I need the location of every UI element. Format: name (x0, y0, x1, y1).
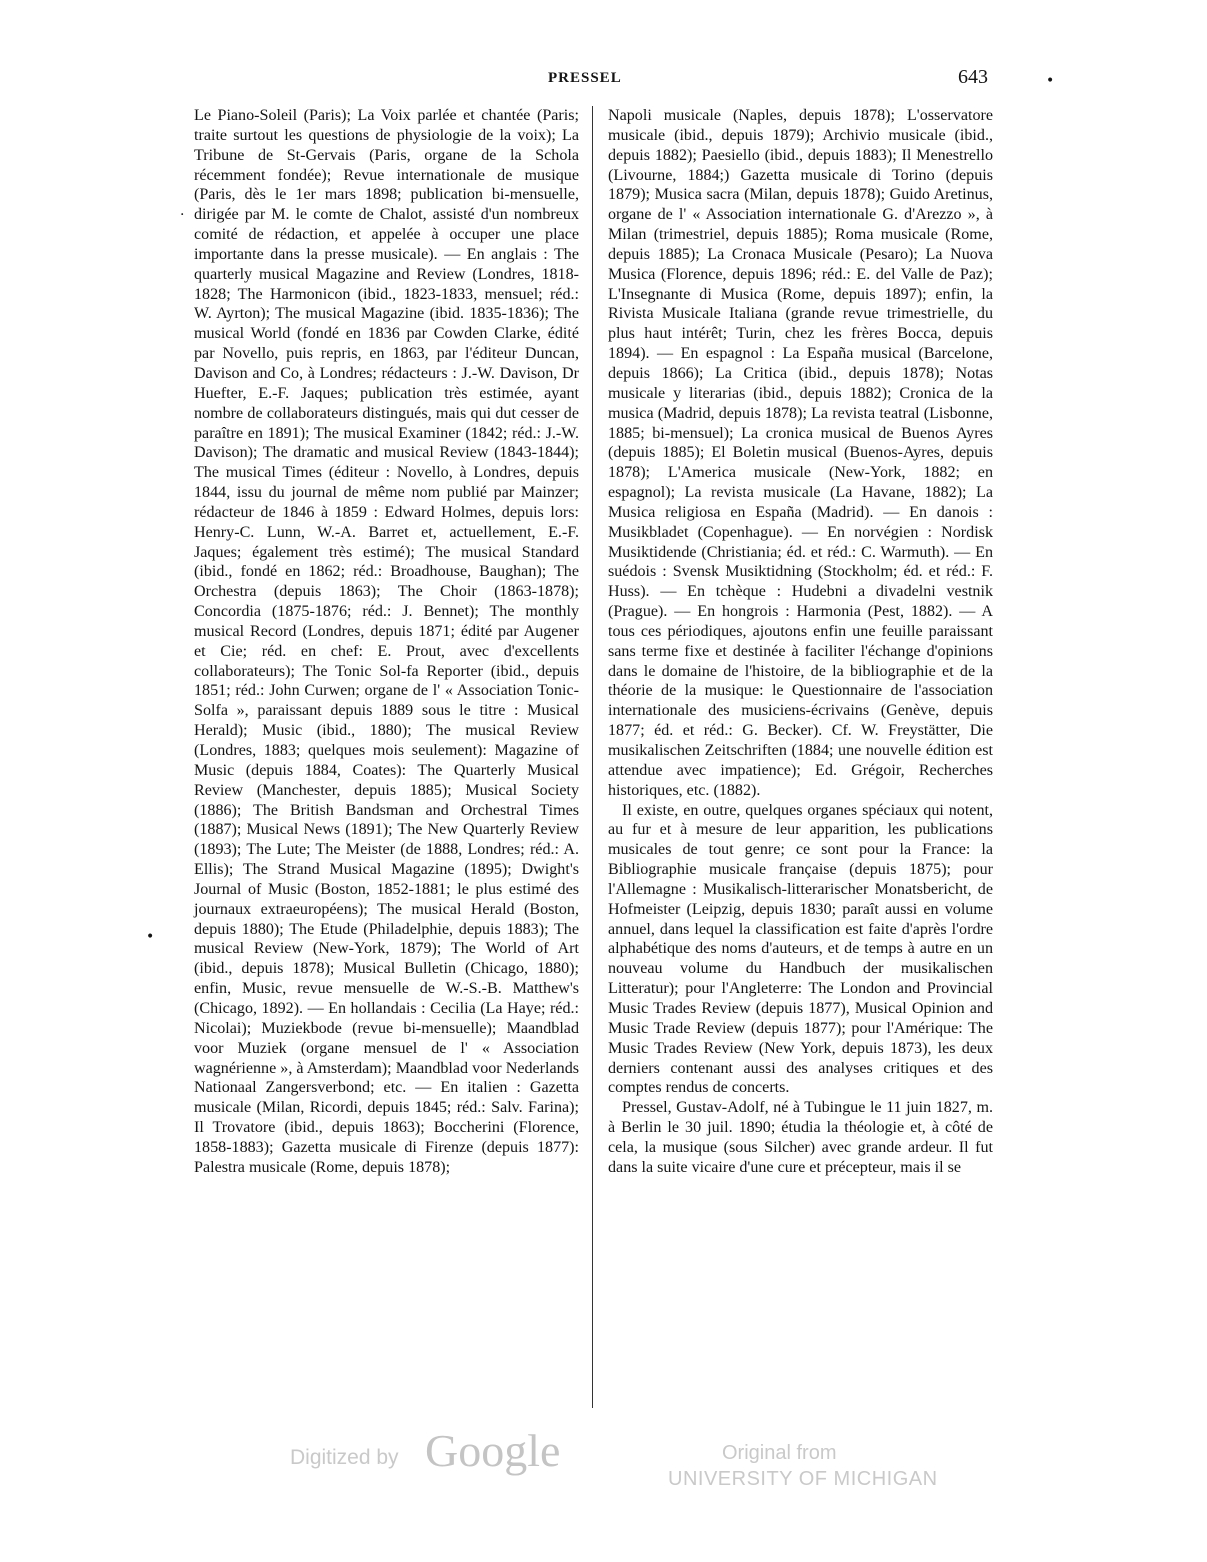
right-paragraph: Napoli musicale (Naples, depuis 1878); L'osservatore musicale (ibid., depuis 1879); Archivio musicale (ibid., depuis 1882); Paesiello (ibid., depuis 1883); Il Menestrello (Livourne, 1884;) Gazetta musicale di Torino (depuis 1879); Musica sacra (Milan, depuis 1878); Guido Aretinus, organe de l' « Association internationale G. d'Arezzo », à Milan (trimestriel, depuis 1885); Roma musicale (Rome, depuis 1885); La Cronaca Musicale (Pesaro); La Nuova Musica (Florence, depuis 1896; réd.: E. del Valle de Paz); L'Insegnante di Musica (Rome, depuis 1897); enfin, la Rivista Musicale Italiana (grande revue trimestrielle, du plus haut intérêt; Turin, chez les frères Bocca, depuis 1894). — En espagnol : La España musical (Barcelone, depuis 1866); La Critica (ibid., depuis 1878); Notas musicale y literarias (ibid., depuis 1882); Cronica de la musica (Madrid, depuis 1878); La revista teatral (Lisbonne, 1885; bi-mensuel); La cronica musical de Buenos Ayres (depuis 1885); El Boletin musical (Buenos-Ayres, depuis 1878); L'America musicale (New-York, 1882; en espagnol); La revista musicale (La Havane, 1882); La Musica religiosa en España (Madrid). — En danois : Musikbladet (Copenhague). — En norvégien : Nordisk Musiktidende (Christiania; éd. et réd.: C. Warmuth). — En suédois : Svensk Musiktidning (Stockholm; éd. et réd.: F. Huss). — En tchèque : Hudebni a divadelni vestnik (Prague). — En hongrois : Harmonia (Pest, 1882). — A tous ces périodiques, ajoutons enfin une feuille paraissant sans terme fixe et destinée à faciliter l'échange d'opinions dans le domaine de l'histoire, de la bibliographie et de la théorie de la musique: le Questionnaire de l'association internationale des musiciens-écrivains (Genève, depuis 1877; éd. et réd.: G. Becker). Cf. W. Freystätter, Die musikalischen Zeitschriften (1884; une nouvelle édition est attendue avec impatience); Ed. Grégoir, Recherches historiques, etc. (1882). (608, 107, 993, 799)
university-label: UNIVERSITY OF MICHIGAN (668, 1468, 938, 1490)
speck-mark: · (180, 207, 185, 223)
speck-mark: • (1046, 73, 1055, 89)
original-from-label: Original from (722, 1442, 837, 1464)
column-divider (592, 106, 593, 1408)
digitized-by-label: Digitized by (290, 1446, 399, 1469)
speck-mark: • (146, 929, 155, 945)
digitization-watermark (0, 1425, 1207, 1500)
page-header (0, 68, 1207, 94)
left-paragraph: Le Piano-Soleil (Paris); La Voix parlée et chantée (Paris; traite surtout les questions de physiologie de la voix); La Tribune de St-Gervais (Paris, organe de la Schola récemment fondée); Revue internationale de musique (Paris, dès le 1er mars 1898; publication bi-mensuelle, dirigée par M. le comte de Chalot, assisté d'un nombreux comité de rédaction, et appelée à occuper une place importante dans la presse musicale). — En anglais : The quarterly musical Magazine and Review (Londres, 1818-1828; The Harmonicon (ibid., 1823-1833, mensuel; réd.: W. Ayrton); The musical Magazine (ibid. 1835-1836); The musical World (fondé en 1836 par Cowden Clarke, édité par Novello, puis repris, en 1863, par l'éditeur Duncan, Davison and Co, à Londres; rédacteurs : J.-W. Davison, Dr Huefter, E.-F. Jaques; publication très estimée, ayant nombre de collaborateurs distingués, mais qui dut cesser de paraître en 1891); The musical Examiner (1842; réd.: J.-W. Davison); The dramatic and musical Review (1843-1844); The musical Times (éditeur : Novello, à Londres, depuis 1844, issu du journal de même nom publié par Mainzer; rédacteur de 1846 à 1859 : Edward Holmes, depuis lors: Henry-C. Lunn, W.-A. Barret et, actuellement, E.-F. Jaques; également très estimé); The musical Standard (ibid., fondé en 1862; réd.: Broadhouse, Baughan); The Orchestra (depuis 1863); The Choir (1863-1878); Concordia (1875-1876; réd.: J. Bennet); The monthly musical Record (Londres, depuis 1871; édité par Augener et Cie; réd. en chef: E. Prout, avec d'excellents collaborateurs); The Tonic Sol-fa Reporter (ibid., depuis 1851; réd.: John Curwen; organe de l' « Association Tonic-Solfa », paraissant depuis 1889 sous le titre : Musical Herald); Music (ibid., 1880); The musical Review (Londres, 1883; quelques mois seulement): Magazine of Music (depuis 1884, Coates): The Quarterly Musical Review (Manchester, depuis 1885); Musical Society (1886); The British Bandsman and Orchestral Times (1887); Musical News (1891); The New Quarterly Review (1893); The Lute; The Meister (de 1888, Londres; réd.: A. Ellis); The Strand Musical Magazine (1895); Dwight's Journal of Music (Boston, 1852-1881; le plus estimé des journaux extraeuropéens); The musical Herald (Boston, depuis 1880); The Etude (Philadelphie, depuis 1883); The musical Review (New-York, 1879); The World of Art (ibid., depuis 1878); Musical Bulletin (Chicago, 1880); enfin, Music, revue mensuelle de W.-S.-B. Matthew's (Chicago, 1892). — En hollandais : Cecilia (La Haye; réd.: Nicolai); Muziekbode (revue bi-mensuelle); Maandblad voor Muziek (organe mensuel de l' « Association wagnérienne », à Amsterdam); Maandblad voor Nederlands Nationaal Zangersverbond; etc. — En italien : Gazetta musicale (Milan, Ricordi, depuis 1845; réd.: Salv. Farina); Il Trovatore (ibid., depuis 1863); Boccherini (Florence, 1858-1883); Gazetta musicale di Firenze (depuis 1877): Palestra musicale (Rome, depuis 1878); (194, 107, 579, 1176)
google-logo: Google (425, 1425, 561, 1476)
page-number: 643 (958, 66, 988, 88)
right-paragraph: Il existe, en outre, quelques organes spéciaux qui notent, au fur et à mesure de leur apparition, les publications musicales de tout genre; ce sont pour la France: la Bibliographie musicale française (depuis 1875); pour l'Allemagne : Musikalisch-litterarischer Monatsbericht, de Hofmeister (Leipzig, depuis 1830; paraît aussi en volume annuel, dans lequel la classification est faite d'après l'ordre alphabétique des noms d'auteurs, et de temps à autre en un nouveau volume du Handbuch der musikalischen Litteratur); pour l'Angleterre: The London and Provincial Music Trades Review (depuis 1877), Musical Opinion and Music Trade Review (depuis 1877); pour l'Amérique: The Music Trades Review (New York, depuis 1873), les deux derniers contenant aussi des analyses critiques et des comptes rendus de concerts. (608, 801, 993, 1097)
running-title: PRESSEL (548, 70, 622, 86)
right-column (608, 106, 993, 1178)
pressel-entry: Pressel, Gustav-Adolf, né à Tubingue le 11 juin 1827, m. à Berlin le 30 juil. 1890; étudia la théologie et, à côté de cela, la musique (sous Silcher) avec grande ardeur. Il fut dans la suite vicaire d'une cure et précepteur, mais il se (608, 1099, 993, 1176)
left-column (194, 106, 579, 1178)
